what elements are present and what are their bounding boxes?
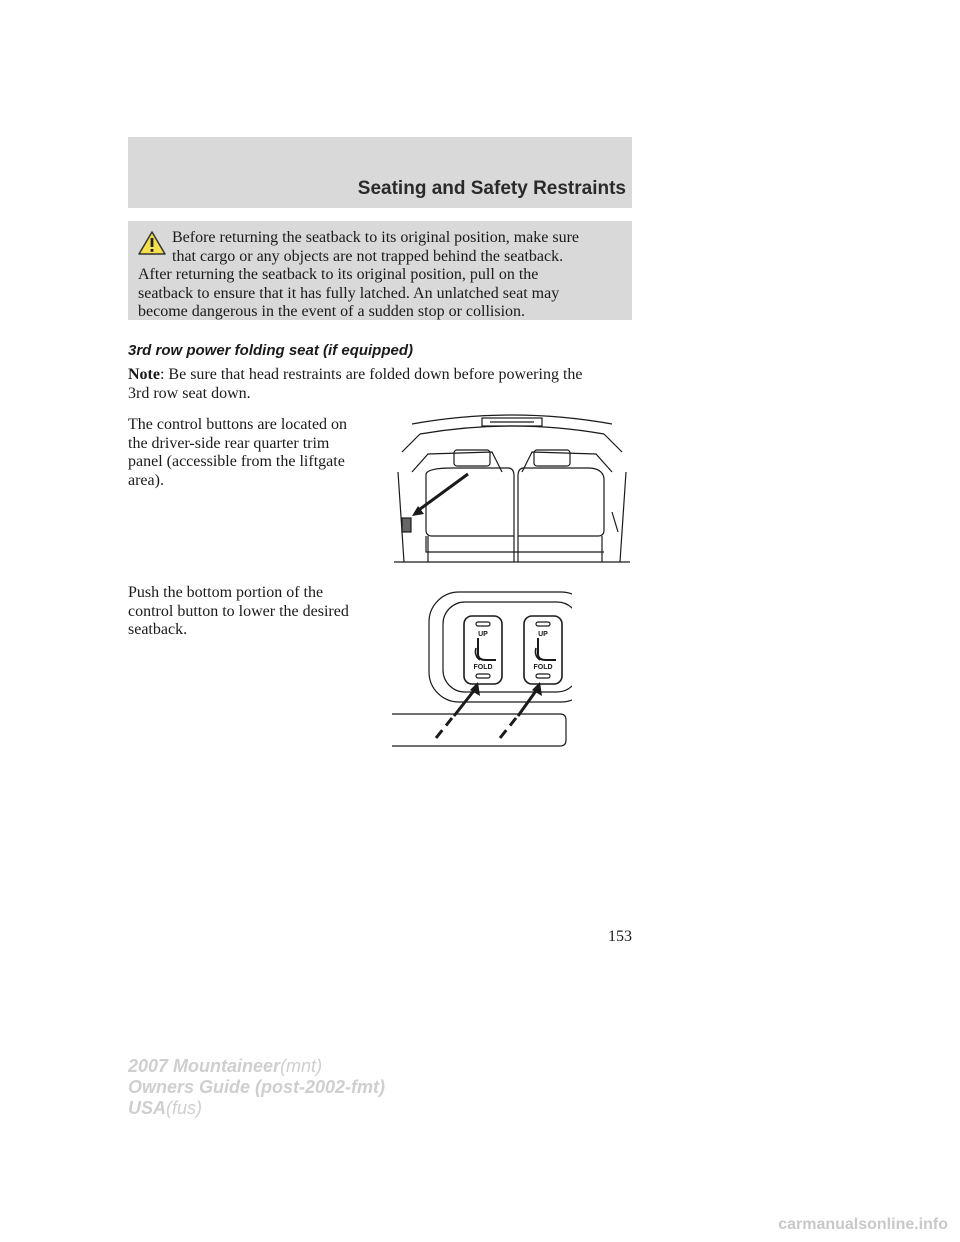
- page-number: 153: [608, 928, 632, 945]
- seat-control-button-right[interactable]: [524, 616, 562, 684]
- subheading: 3rd row power folding seat (if equipped): [128, 342, 414, 359]
- note-label: Note: [128, 366, 160, 383]
- paragraph-button-location: The control buttons are located on the driver-side rear quarter trim panel (accessible from the liftgate area).: [128, 416, 348, 489]
- paragraph-lower-seatback: Push the bottom portion of the control button to lower the desired seatback.: [128, 584, 349, 638]
- section-header: [128, 137, 632, 208]
- note-paragraph: Note: Be sure that head restraints are folded down before powering the 3rd row seat down.: [128, 366, 583, 402]
- fold-label-left: FOLD: [473, 664, 493, 671]
- warning-box: [128, 221, 632, 320]
- up-label-right: UP: [538, 631, 548, 638]
- control-buttons-illustration: [392, 588, 572, 750]
- cargo-area-illustration: [392, 412, 632, 572]
- section-title: Seating and Safety Restraints: [357, 178, 626, 199]
- footer-document-info: 2007 Mountaineer(mnt) Owners Guide (post-2002-fmt) USA(fus): [128, 1056, 386, 1118]
- watermark: carmanualsonline.info: [778, 1216, 948, 1233]
- seat-control-button-left[interactable]: [464, 616, 502, 684]
- fold-label-right: FOLD: [533, 664, 553, 671]
- up-label-left: UP: [478, 631, 488, 638]
- warning-text: Before returning the seatback to its original position, make sure that cargo or any objects are not trapped behind the seatback. After returning the seatback to its original position, pull on the seatback to ensure that it has fully latched. An unlatched seat may become dangerous in the event of a sudden stop or collision.: [138, 229, 579, 320]
